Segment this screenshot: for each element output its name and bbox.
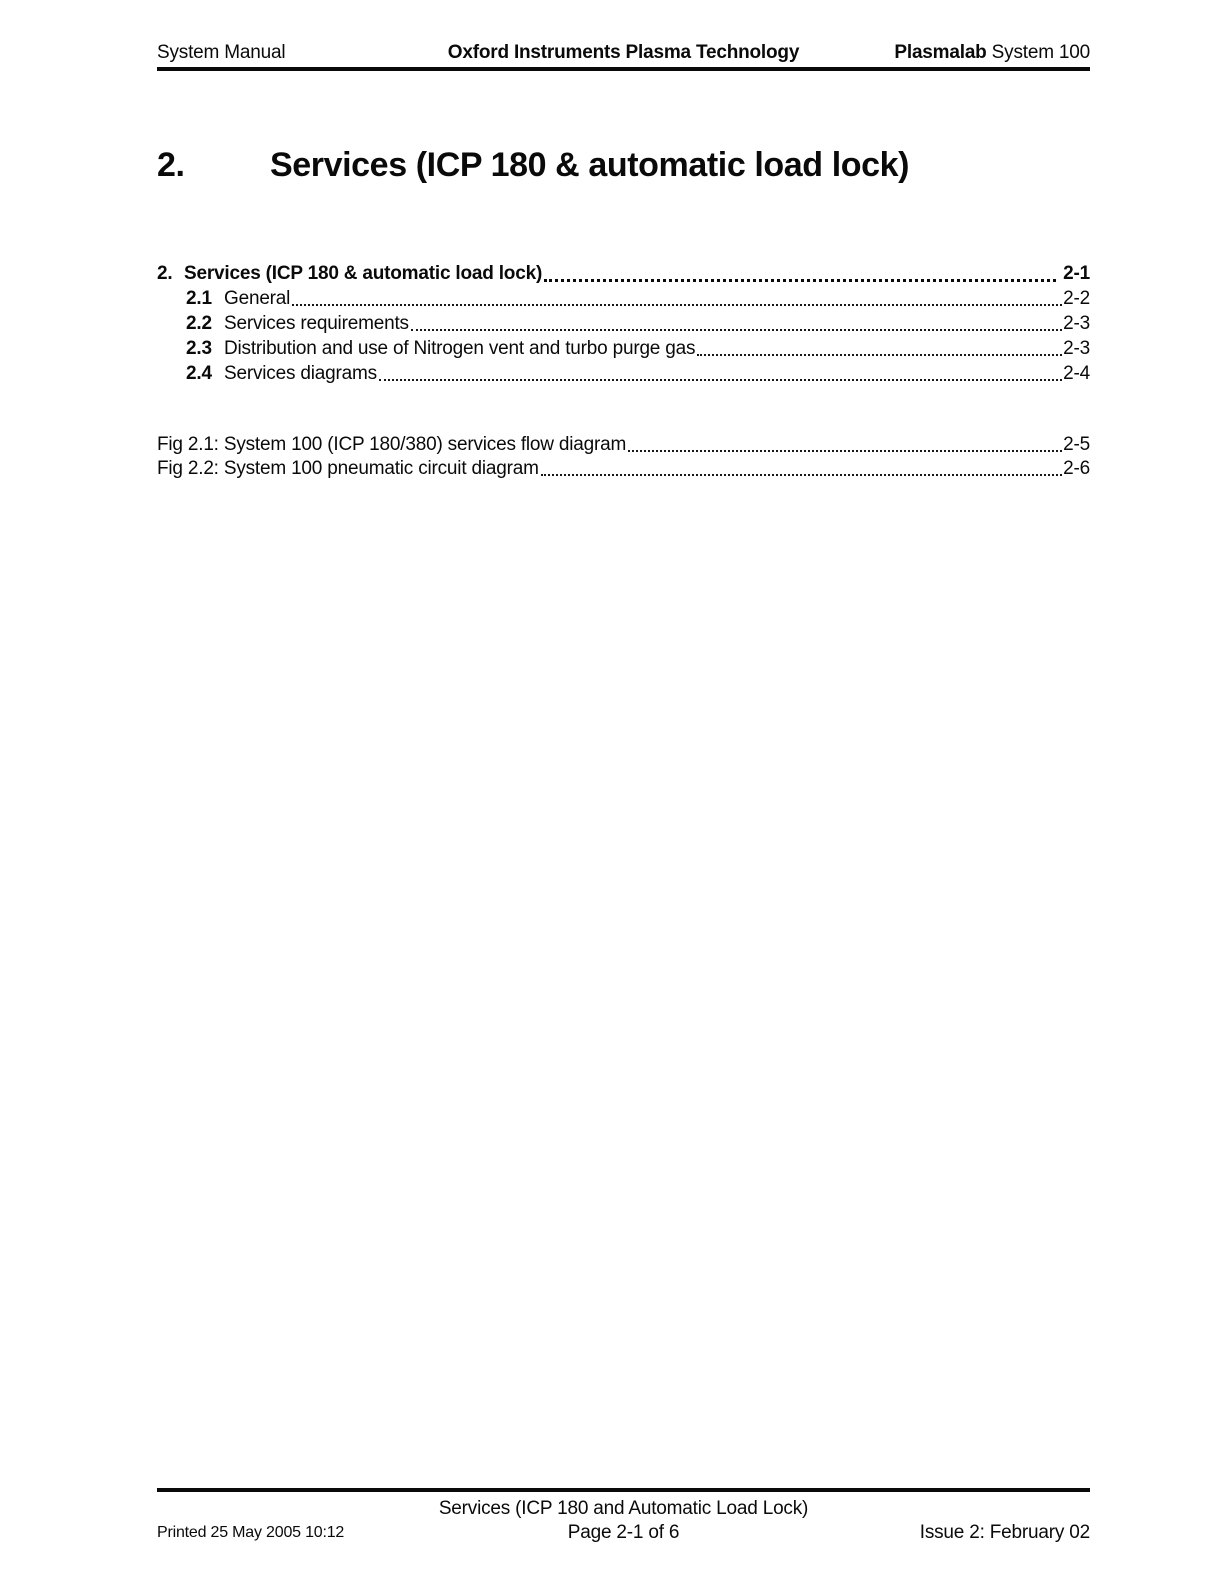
toc-entry-label: General — [224, 288, 291, 309]
toc-entry-page: 2-3 — [1063, 313, 1090, 334]
footer-info-row — [157, 1521, 1090, 1544]
toc-entry-number: 2.1 — [186, 288, 212, 309]
toc-entry-number: 2.2 — [186, 313, 212, 334]
figures-list — [157, 432, 1090, 480]
toc-entry — [157, 360, 1090, 385]
toc-entry-page: 2-1 — [1063, 263, 1090, 284]
figure-entry-label: Fig 2.1: System 100 (ICP 180/380) services flow diagram — [157, 434, 627, 455]
toc-entry-label: Services (ICP 180 & automatic load lock) — [184, 263, 543, 284]
header-doc-type: System Manual — [157, 42, 286, 63]
toc-entry-page: 2-3 — [1063, 338, 1090, 359]
page-header — [157, 42, 1090, 64]
toc-entry — [157, 310, 1090, 335]
chapter-number: 2. — [157, 146, 185, 184]
toc-entry — [157, 335, 1090, 360]
header-product-model: System 100 — [986, 42, 1090, 63]
figure-entry-page: 2-5 — [1063, 434, 1090, 455]
toc-entry — [157, 285, 1090, 310]
toc-entry-page: 2-4 — [1063, 363, 1090, 384]
figure-entry-label: Fig 2.2: System 100 pneumatic circuit diagram — [157, 458, 539, 479]
figure-entry-page: 2-6 — [1063, 458, 1090, 479]
dot-leader — [628, 450, 1062, 452]
toc-entry-number: 2. — [157, 263, 173, 284]
dot-leader — [292, 304, 1062, 306]
dot-leader — [541, 474, 1062, 476]
toc-entry-label: Distribution and use of Nitrogen vent and turbo purge gas — [224, 338, 696, 359]
dot-leader — [379, 379, 1062, 381]
toc-entry-number: 2.4 — [186, 363, 212, 384]
toc-entry-page: 2-2 — [1063, 288, 1090, 309]
header-product-brand: Plasmalab — [894, 42, 987, 63]
toc-entry-label: Services diagrams — [224, 363, 377, 384]
toc-entry — [157, 260, 1090, 285]
figure-entry — [157, 432, 1090, 456]
dot-leader — [411, 329, 1062, 331]
header-rule — [157, 67, 1090, 71]
footer-printed-date: Printed 25 May 2005 10:12 — [157, 1524, 345, 1541]
footer-page-number: Page 2-1 of 6 — [567, 1522, 680, 1543]
chapter-title-text: Services (ICP 180 & automatic load lock) — [270, 146, 910, 184]
footer-chapter-title: Services (ICP 180 and Automatic Load Lock) — [438, 1498, 809, 1519]
table-of-contents — [157, 260, 1090, 385]
dot-leader — [544, 279, 1056, 282]
toc-entry-number: 2.3 — [186, 338, 212, 359]
dot-leader — [697, 354, 1062, 356]
toc-entry-label: Services requirements — [224, 313, 409, 334]
footer-issue: Issue 2: February 02 — [919, 1522, 1090, 1543]
header-product — [857, 42, 1090, 64]
chapter-title — [157, 146, 1090, 184]
footer-rule — [157, 1488, 1090, 1492]
header-company: Oxford Instruments Plasma Technology — [447, 42, 800, 63]
figure-entry — [157, 456, 1090, 480]
